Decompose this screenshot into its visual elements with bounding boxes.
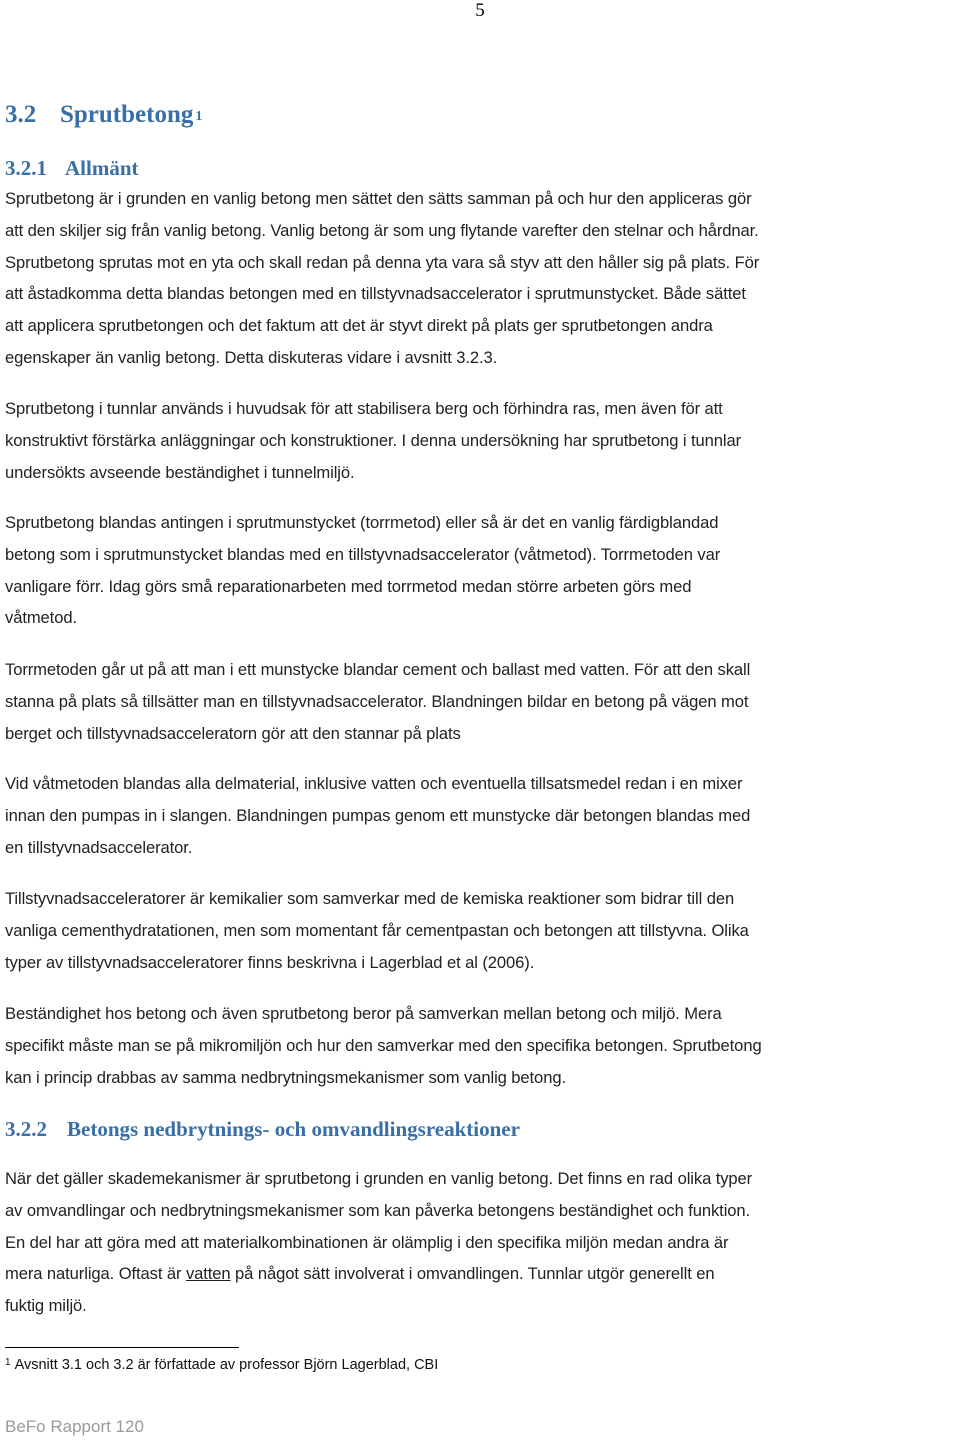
subsection-heading-degradation — [5, 1116, 520, 1142]
text-line: När det gäller skademekanismer är sprutbetong i grunden en vanlig betong. Det finns en rad olika typer — [5, 1169, 753, 1188]
text-line: egenskaper än vanlig betong. Detta diskuteras vidare i avsnitt 3.2.3. — [5, 347, 498, 367]
section-heading — [5, 98, 202, 132]
text-line: Tillstyvnadsacceleratorer är kemikalier som samverkar med de kemiska reaktioner som bidrar till den — [5, 889, 735, 908]
text-line: fuktig miljö. — [5, 1296, 87, 1316]
text-line: Vid våtmetoden blandas alla delmaterial, inklusive vatten och eventuella tillsatsmedel redan i en mixer — [5, 774, 743, 793]
text-line: Beständighet hos betong och även sprutbetong beror på samverkan mellan betong och miljö. Mera — [5, 1004, 722, 1023]
footnote-text: Avsnitt 3.1 och 3.2 är författade av professor Björn Lagerblad, CBI — [14, 1357, 439, 1373]
paragraph-wet-method — [5, 768, 960, 863]
subsection-number: 3.2.2 — [5, 1117, 47, 1141]
text-segment: mera naturliga. Oftast är — [5, 1264, 186, 1284]
text-line: konstruktivt förstärka anläggningar och konstruktioner. I denna undersökning har sprutbetong i tunnlar — [5, 430, 742, 450]
paragraph-methods — [5, 507, 960, 634]
text-line: kan i princip drabbas av samma nedbrytningsmekanismer som vanlig betong. — [5, 1067, 566, 1087]
footnote — [5, 1354, 438, 1376]
footnote-divider — [5, 1347, 239, 1348]
paragraph-intro — [5, 183, 960, 374]
paragraph-dry-method — [5, 654, 960, 749]
section-number: 3.2 — [5, 101, 37, 128]
text-line: stanna på plats så tillsätter man en tillstyvnadsaccelerator. Blandningen bildar en betong på vägen mot — [5, 691, 749, 711]
text-line: en tillstyvnadsaccelerator. — [5, 837, 193, 857]
text-line: vanligare förr. Idag görs små reparationarbeten med torrmetod medan större arbeten görs med — [5, 576, 692, 596]
subsection-title: Betongs nedbrytnings- och omvandlingsreaktioner — [67, 1117, 520, 1141]
text-line: typer av tillstyvnadsacceleratorer finns beskrivna i Lagerblad et al (2006). — [5, 952, 535, 972]
paragraph-damage-mechanisms — [5, 1163, 960, 1322]
text-line: betong som i sprutmunstycket blandas med en tillstyvnadsaccelerator (våtmetod). Torrmetoden var — [5, 544, 721, 564]
footnote-reference[interactable]: 1 — [195, 109, 203, 124]
text-line: Sprutbetong i tunnlar används i huvudsak för att stabilisera berg och förhindra ras, men även för att — [5, 399, 723, 418]
subsection-number: 3.2.1 — [5, 156, 47, 180]
footnote-marker: 1 — [5, 1357, 11, 1368]
text-line: våtmetod. — [5, 608, 77, 628]
paragraph-accelerators — [5, 883, 960, 978]
text-line: innan den pumpas in i slangen. Blandningen pumpas genom ett munstycke där betongen blandas med — [5, 805, 751, 825]
paragraph-durability — [5, 998, 960, 1093]
text-line: Torrmetoden går ut på att man i ett munstycke blandar cement och ballast med vatten. För att den skall — [5, 660, 751, 679]
text-line: att den skiljer sig från vanlig betong. Vanlig betong är som ung flytande varefter den stelnar och hårdnar. — [5, 220, 759, 240]
text-line: att åstadkomma detta blandas betongen med en tillstyvnadsaccelerator i sprutmunstycket. Både sättet — [5, 284, 746, 304]
report-footer: BeFo Rapport 120 — [5, 1417, 144, 1436]
subsection-heading-allmant — [5, 155, 139, 181]
text-line: av omvandlingar och nedbrytningsmekanismer som kan påverka betongens beständighet och funktion. — [5, 1200, 751, 1220]
text-line — [5, 1258, 960, 1290]
paragraph-tunnels — [5, 393, 960, 488]
text-line: En del har att göra med att materialkombinationen är olämplig i den specifika miljön medan andra är — [5, 1232, 729, 1252]
text-line: Sprutbetong är i grunden en vanlig betong men sättet den sätts samman på och hur den appliceras gör — [5, 189, 752, 208]
section-title: Sprutbetong — [60, 101, 194, 128]
text-line: Sprutbetong sprutas mot en yta och skall redan på denna yta vara så styv att den håller sig på plats. För — [5, 252, 760, 272]
text-line: undersökts avseende beständighet i tunnelmiljö. — [5, 462, 355, 482]
page-number: 5 — [475, 0, 485, 21]
text-line: att applicera sprutbetongen och det faktum att det är styvt direkt på plats ger sprutbetongen andra — [5, 316, 713, 336]
text-line: vanliga cementhydratationen, men som momentant får cementpastan och betongen att tillstyvna. Olika — [5, 920, 749, 940]
text-segment: på något sätt involverat i omvandlingen. Tunnlar utgör generellt en — [230, 1264, 715, 1284]
text-line: specifikt måste man se på mikromiljön och hur den samverkar med den specifika betongen. Sprutbetong — [5, 1035, 762, 1055]
subsection-title: Allmänt — [65, 156, 139, 180]
text-line: berget och tillstyvnadsacceleratorn gör att den stannar på plats — [5, 723, 461, 743]
underlined-word-vatten: vatten — [185, 1264, 231, 1284]
text-line: Sprutbetong blandas antingen i sprutmunstycket (torrmetod) eller så är det en vanlig färdigblandad — [5, 513, 719, 532]
